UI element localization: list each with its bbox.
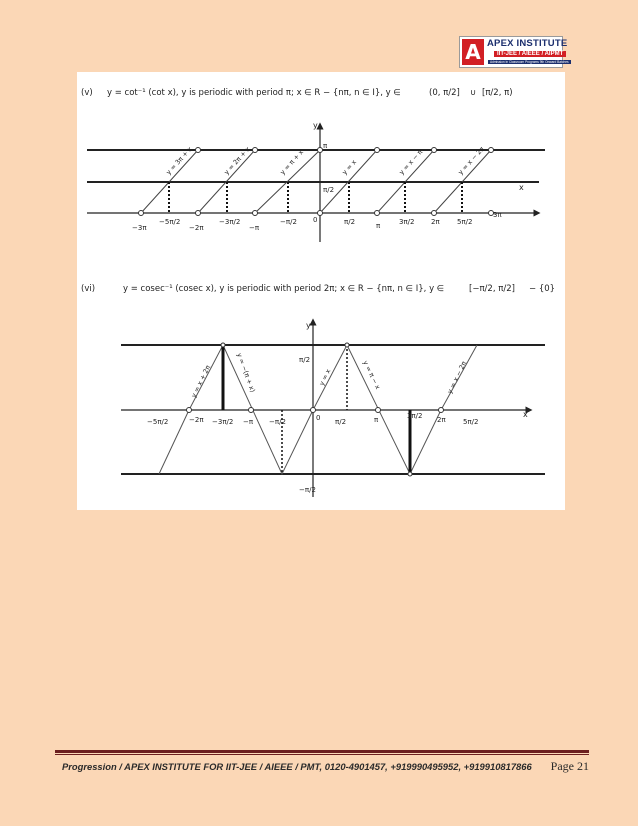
cot-y-axis-label: y: [313, 121, 318, 130]
graph-cosec: [121, 321, 545, 497]
section-vi-label: (vi): [81, 284, 96, 294]
cot-x-axis-label: x: [519, 183, 524, 192]
cot-tick-11: 5π/2: [457, 218, 473, 226]
section-vi-exclusion: − {0}: [529, 284, 556, 294]
cot-mid-label: π/2: [323, 186, 335, 194]
footer-rule-thick: [55, 750, 589, 753]
logo-subtitle: IIT-JEE / AIEEE / AIPMT: [494, 51, 566, 57]
section-v-label: (v): [81, 88, 93, 98]
cot-line-label-6: y = x − 2π: [456, 145, 486, 177]
cot-top-label: π: [323, 142, 328, 150]
cot-tick-1: −3π: [132, 224, 147, 232]
cot-line-label-3: y = π + x: [278, 148, 306, 177]
cot-tick-12: 3π: [493, 211, 502, 219]
cosec-tick-9: 2π: [437, 416, 446, 424]
cot-tick-5: −π: [249, 224, 260, 232]
cot-tick-8: π: [376, 222, 381, 230]
cot-tick-3: −2π: [189, 224, 204, 232]
cosec-tick-6: π/2: [335, 418, 347, 426]
cot-line-label-1: y = 3π + x: [164, 145, 194, 177]
section-v-union: ∪: [470, 88, 477, 98]
apex-logo: [459, 36, 569, 68]
cosec-tick-10: 5π/2: [463, 418, 479, 426]
logo-tagline: Admission in Classroom Programs 9th Onward Batches: [490, 60, 569, 64]
cosec-bottom-label: −π/2: [299, 486, 316, 494]
cosec-line-label-3: y = x: [317, 367, 333, 387]
figure-svg: [77, 72, 565, 510]
cosec-tick-4: −π: [243, 418, 254, 426]
cot-tick-4: −3π/2: [219, 218, 241, 226]
cot-tick-7: π/2: [344, 218, 356, 226]
cot-line-label-4: y = x: [340, 158, 359, 177]
cosec-line-label-4: y = π − x: [361, 359, 382, 391]
page-number: Page 21: [550, 759, 589, 773]
section-vi-statement: y = cosec⁻¹ (cosec x), y is periodic with period 2π; x ∈ R − {nπ, n ∈ I}, y ∈: [123, 284, 445, 294]
cosec-tick-3: −3π/2: [212, 418, 234, 426]
section-vi-range: [−π/2, π/2]: [469, 284, 515, 294]
logo-name: APEX INSTITUTE: [487, 38, 568, 49]
cot-line-label-5: y = x − π: [397, 148, 425, 177]
cosec-tick-8: 3π/2: [407, 412, 423, 420]
cosec-line-label-5: y = x − 2π: [445, 359, 469, 395]
cot-tick-10: 2π: [431, 218, 440, 226]
section-v-range-right: [π/2, π): [482, 88, 513, 98]
cot-tick-6: −π/2: [280, 218, 297, 226]
cot-origin-label: 0: [313, 216, 318, 224]
cot-line-label-2: y = 2π + x: [222, 145, 252, 177]
cosec-line-label-1: y = x + 2π: [189, 363, 213, 399]
footer-text: Progression / APEX INSTITUTE FOR IIT-JEE / AIEEE / PMT, 0120-4901457, +919990495952, +919910817866: [62, 761, 532, 772]
cosec-tick-2: −2π: [189, 416, 204, 424]
graph-figure: [77, 72, 565, 510]
section-v-range-left: (0, π/2]: [429, 88, 460, 98]
cosec-tick-7: π: [374, 416, 379, 424]
section-v-statement: y = cot⁻¹ (cot x), y is periodic with period π; x ∈ R − {nπ, n ∈ I}, y ∈: [107, 88, 401, 98]
cosec-origin-label: 0: [316, 414, 321, 422]
footer-rule-thin: [55, 754, 589, 755]
cosec-line-label-2: y = −(π + x): [235, 351, 257, 394]
cosec-y-axis-label: y: [306, 321, 311, 330]
cosec-tick-1: −5π/2: [147, 418, 169, 426]
graph-cot: [87, 121, 545, 242]
cosec-tick-5: −π/2: [269, 418, 286, 426]
cot-tick-2: −5π/2: [159, 218, 181, 226]
cosec-top-label: π/2: [299, 356, 311, 364]
cosec-x-axis-label: x: [523, 410, 528, 419]
cot-tick-9: 3π/2: [399, 218, 415, 226]
logo-mark: A: [462, 39, 484, 65]
